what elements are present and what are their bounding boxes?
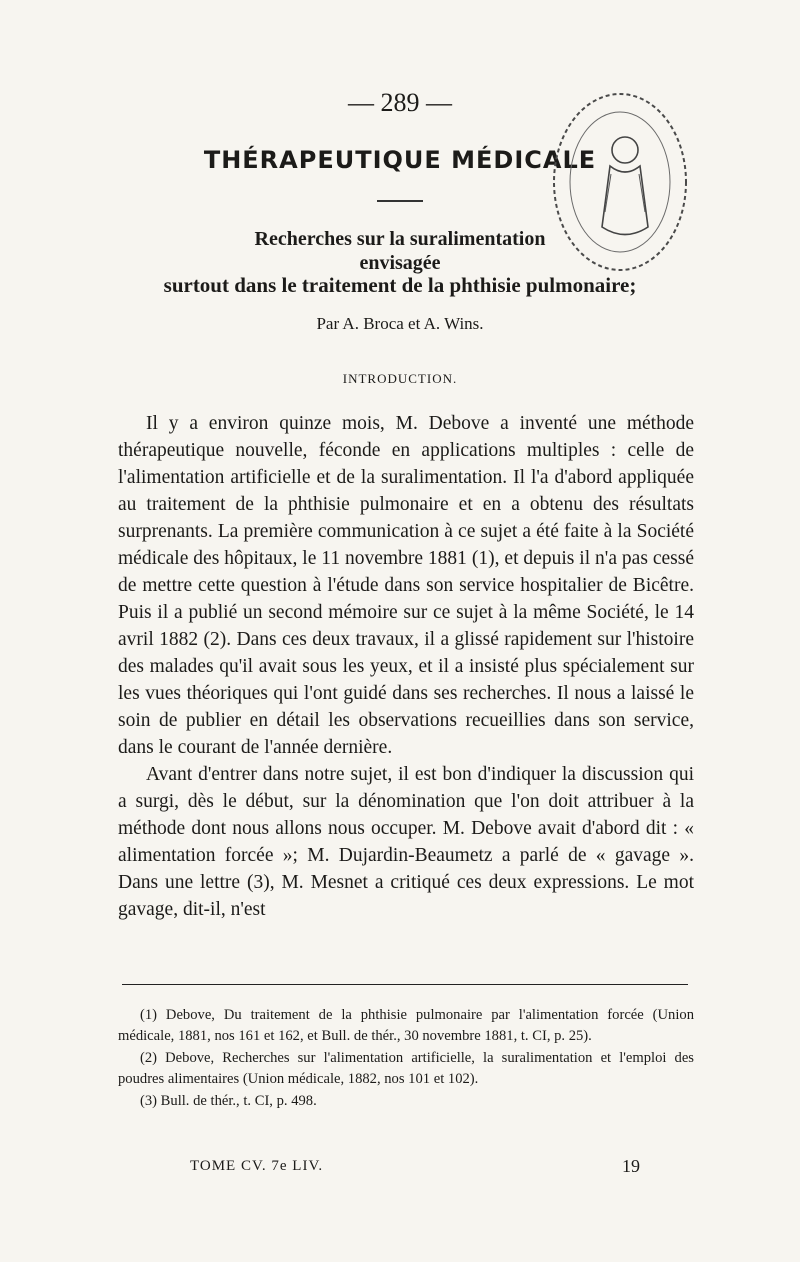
volume-signature: TOME CV. 7e LIV. (190, 1158, 324, 1174)
library-stamp-icon (545, 82, 695, 282)
footnote-divider (122, 984, 688, 985)
authors-line: Par A. Broca et A. Wins. (316, 314, 484, 333)
footnote: (1) Debove, Du traitement de la phthisie pulmonaire par l'alimentation forcée (Union médicale, 1881, nos 161 et 162, et Bull. de thér., 30 novembre 1881, t. CI, p. 25). (118, 1007, 694, 1044)
article-title-line-2: envisagée (359, 252, 441, 274)
paragraph: Il y a environ quinze mois, M. Debove a inventé une méthode thérapeutique nouvelle, féconde en applications multiples : celle de l'alimentation artificielle et de la suralimentation. Il l'a d'abord appliquée au traitement de la phthisie pulmonaire et en a obtenu des résultats surprenants. La première communication à ce sujet a été faite à la Société médicale des hôpitaux, le 11 novembre 1881 (1), et depuis il n'a pas cessé de mettre cette question à l'étude dans son service hospitalier de Bicêtre. Puis il a publié un second mémoire sur ce sujet à la même Société, le 14 avril 1882 (2). Dans ces deux travaux, il a glissé rapidement sur l'histoire des malades qu'il avait sous les yeux, et il a insisté plus spécialement sur les vues théoriques qui l'ont guidé dans ses recherches. Il nous a laissé le soin de publier en détail les observations recueillies dans son service, dans le courant de l'année dernière. (118, 413, 694, 758)
signature-number: 19 (622, 1156, 640, 1176)
introduction-heading: INTRODUCTION. (342, 371, 458, 386)
paragraph: Avant d'entrer dans notre sujet, il est bon d'indiquer la discussion qui a surgi, dès le début, sur la dénomination que l'on doit attribuer à la méthode dont nous allons nous occuper. M. Debove avait d'abord dit : « alimentation forcée »; M. Dujardin-Beaumetz a parlé de « gavage ». Dans une lettre (3), M. Mesnet a critiqué ces deux expressions. Le mot gavage, dit-il, n'est (118, 764, 694, 920)
title-divider (377, 200, 423, 202)
footnote: (2) Debove, Recherches sur l'alimentation artificielle, la suralimentation et l'emploi des poudres alimentaires (Union médicale, 1882, nos 101 et 102). (118, 1050, 694, 1087)
footnotes (118, 1005, 694, 1114)
article-title-line-1: Recherches sur la suralimentation (254, 228, 546, 250)
page-number: — 289 — (348, 88, 452, 117)
article-title-line-3: surtout dans le traitement de la phthisie pulmonaire; (163, 273, 637, 297)
footnote: (3) Bull. de thér., t. CI, p. 498. (140, 1093, 317, 1109)
section-title: THÉRAPEUTIQUE MÉDICALE (203, 146, 597, 174)
body-text (118, 410, 694, 923)
